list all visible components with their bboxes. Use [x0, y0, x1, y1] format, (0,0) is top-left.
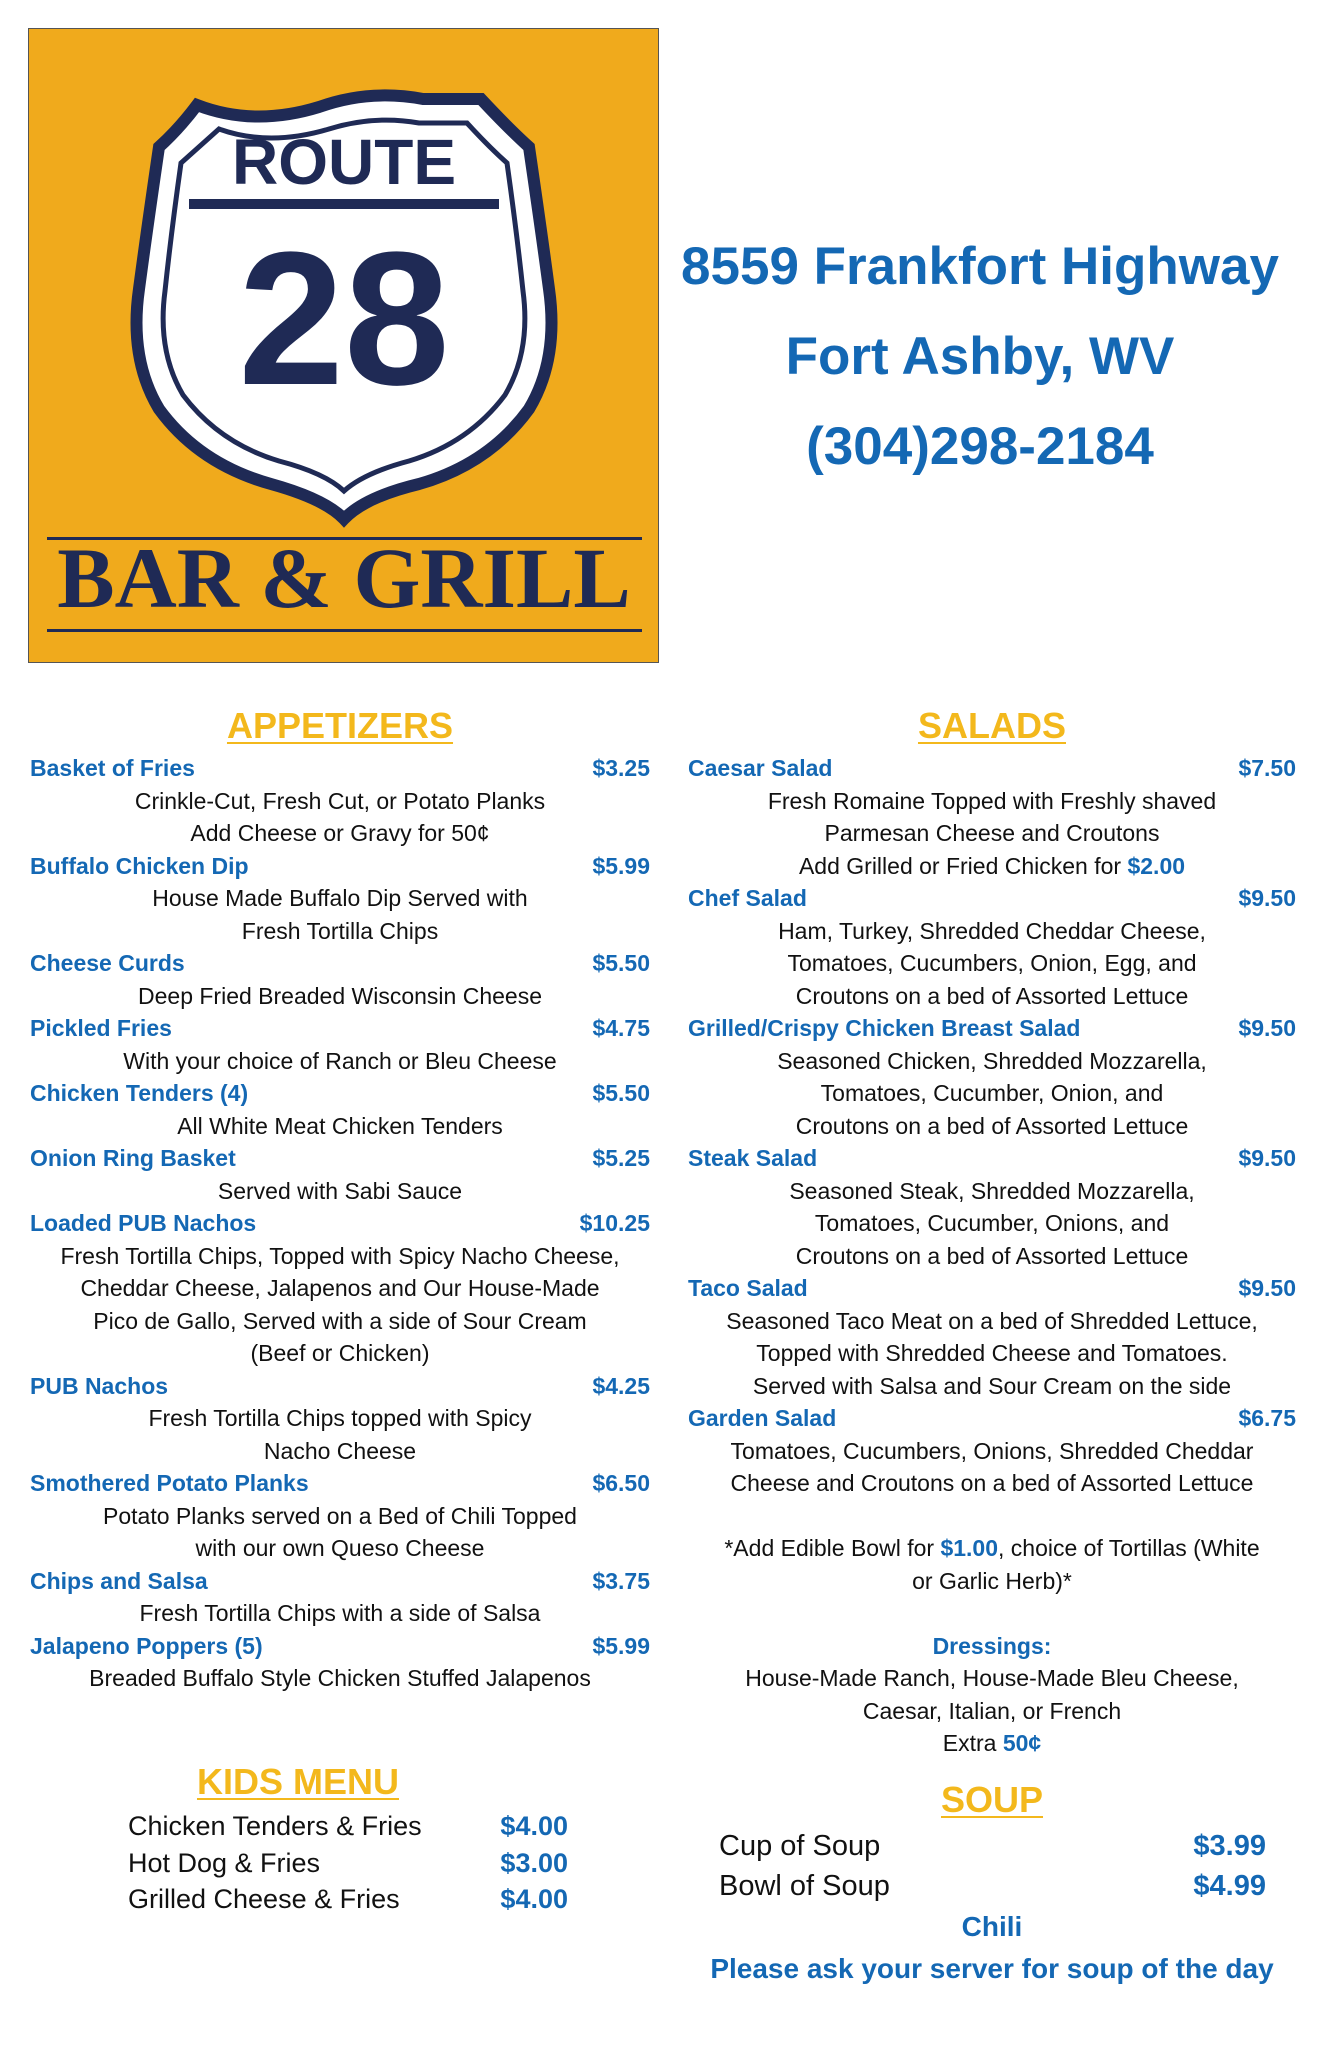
appetizer-item-header [30, 947, 650, 980]
appetizer-item-header [30, 1565, 650, 1598]
salad-description: Tomatoes, Cucumber, Onion, and [820, 1080, 1164, 1106]
appetizer-name: Basket of Fries [30, 755, 195, 781]
appetizer-price: $6.50 [592, 1470, 650, 1496]
kids-menu-section [128, 1756, 568, 1918]
appetizer-item-header [30, 1077, 650, 1110]
appetizer-description: Fresh Tortilla Chips [241, 917, 439, 944]
salad-description: Tomatoes, Cucumber, Onions, and [814, 1210, 1170, 1236]
salad-name: Chef Salad [688, 885, 807, 911]
appetizers-title: APPETIZERS [226, 705, 454, 746]
appetizer-price: $5.25 [592, 1145, 650, 1171]
appetizer-description: Fresh Tortilla Chips, Topped with Spicy Nacho Cheese, [60, 1242, 620, 1269]
salad-addon-price: $2.00 [1127, 852, 1186, 879]
salad-description: Seasoned Steak, Shredded Mozzarella, [789, 1177, 1195, 1204]
appetizer-price: $3.75 [592, 1567, 650, 1594]
logo [28, 28, 659, 663]
dressings-line1: House-Made Ranch, House-Made Bleu Cheese, [745, 1665, 1239, 1691]
appetizer-description: (Beef or Chicken) [250, 1340, 430, 1366]
soup-title: SOUP [940, 1779, 1044, 1820]
kids-item-name: Grilled Cheese & Fries [128, 1884, 400, 1914]
city-state: Fort Ashby, WV [785, 327, 1175, 386]
kids-menu-title: KIDS MENU [196, 1761, 399, 1802]
soup-item [688, 1866, 1296, 1906]
soup-item [688, 1826, 1296, 1866]
kids-item-name: Chicken Tenders & Fries [128, 1811, 422, 1841]
salad-description: Croutons on a bed of Assorted Lettuce [795, 982, 1189, 1009]
bowl-note-text-2: , choice of Tortillas (White [998, 1535, 1260, 1561]
salad-description: Cheese and Croutons on a bed of Assorted Lettuce [730, 1470, 1254, 1496]
kids-menu-list [128, 1808, 568, 1918]
salads-list [688, 752, 1296, 1500]
dressings-extra-price: 50¢ [1002, 1730, 1042, 1756]
appetizer-name: Chips and Salsa [30, 1567, 208, 1594]
soup-item-price: $3.99 [1193, 1830, 1266, 1862]
salad-price: $9.50 [1238, 885, 1296, 911]
appetizer-description: with our own Queso Cheese [195, 1535, 485, 1561]
kids-menu-item [128, 1881, 568, 1918]
salad-description: Parmesan Cheese and Croutons [824, 820, 1160, 846]
street-address: 8559 Frankfort Highway [681, 237, 1279, 296]
appetizer-item-header [30, 1630, 650, 1663]
salad-price: $9.50 [1238, 1015, 1296, 1041]
appetizers-section [30, 700, 650, 1695]
salad-description: Tomatoes, Cucumbers, Onion, Egg, and [787, 950, 1197, 976]
appetizer-description: Potato Planks served on a Bed of Chili Topped [103, 1502, 577, 1529]
appetizer-description: House Made Buffalo Dip Served with [152, 885, 528, 911]
appetizer-description: Cheddar Cheese, Jalapenos and Our House-Made [80, 1275, 600, 1301]
appetizer-price: $5.99 [592, 852, 650, 879]
appetizer-price: $10.25 [579, 1210, 650, 1236]
salad-name: Taco Salad [688, 1275, 808, 1301]
appetizer-description: Served with Sabi Sauce [217, 1177, 463, 1204]
salad-description: Croutons on a bed of Assorted Lettuce [795, 1242, 1189, 1269]
appetizer-price: $4.25 [592, 1372, 650, 1399]
bowl-note-price: $1.00 [940, 1535, 998, 1561]
salad-price: $9.50 [1238, 1145, 1296, 1171]
appetizer-item-header [30, 1012, 650, 1045]
appetizer-name: Smothered Potato Planks [30, 1470, 309, 1496]
appetizer-item-header [30, 850, 650, 883]
appetizer-item-header [30, 1142, 650, 1175]
appetizer-name: Pickled Fries [30, 1015, 172, 1041]
kids-item-price: $3.00 [500, 1847, 568, 1878]
soup-item-price: $4.99 [1193, 1870, 1266, 1902]
appetizer-name: PUB Nachos [30, 1372, 169, 1399]
salad-item-header [688, 752, 1296, 785]
salad-description: Croutons on a bed of Assorted Lettuce [795, 1112, 1189, 1139]
dressings-line2: Caesar, Italian, or French [862, 1697, 1122, 1724]
address-block [660, 222, 1300, 492]
soup-section [688, 1774, 1296, 1990]
appetizer-price: $5.99 [592, 1632, 650, 1659]
appetizer-description: Breaded Buffalo Style Chicken Stuffed Jalapenos [89, 1665, 591, 1691]
edible-bowl-note [688, 1532, 1296, 1565]
appetizer-price: $5.50 [592, 1080, 650, 1106]
appetizer-description: Nacho Cheese [263, 1437, 417, 1464]
shield-divider [189, 199, 499, 209]
appetizer-item-header [30, 752, 650, 785]
appetizer-name: Loaded PUB Nachos [30, 1210, 257, 1236]
salads-title: SALADS [917, 705, 1066, 746]
salad-description: Served with Salsa and Sour Cream on the side [752, 1372, 1232, 1399]
kids-menu-item [128, 1808, 568, 1845]
salad-description: Seasoned Taco Meat on a bed of Shredded Lettuce, [726, 1307, 1258, 1334]
salad-name: Garden Salad [688, 1405, 837, 1431]
salad-name: Steak Salad [688, 1145, 818, 1171]
appetizers-list [30, 752, 650, 1695]
salad-description: Ham, Turkey, Shredded Cheddar Cheese, [778, 917, 1206, 944]
appetizer-name: Onion Ring Basket [30, 1145, 236, 1171]
salad-item-header [688, 1272, 1296, 1305]
chili-label: Chili [961, 1911, 1023, 1942]
kids-menu-item [128, 1845, 568, 1882]
appetizer-description: Deep Fried Breaded Wisconsin Cheese [138, 982, 542, 1009]
appetizer-price: $5.50 [592, 950, 650, 976]
bowl-note-text: *Add Edible Bowl for [724, 1535, 941, 1561]
appetizer-description: Add Cheese or Gravy for 50¢ [190, 820, 490, 846]
salad-addon [688, 850, 1296, 883]
salad-description: Fresh Romaine Topped with Freshly shaved [767, 787, 1217, 814]
appetizer-name: Chicken Tenders (4) [30, 1080, 249, 1106]
wordmark: BAR & GRILL [57, 530, 631, 626]
appetizer-item-header [30, 1207, 650, 1240]
soup-of-day-note: Please ask your server for soup of the day [710, 1953, 1274, 1984]
wordmark-rule-bottom [47, 629, 642, 632]
appetizer-name: Buffalo Chicken Dip [30, 852, 249, 879]
salad-item-header [688, 1402, 1296, 1435]
salad-item-header [688, 1012, 1296, 1045]
bowl-note-line2: or Garlic Herb)* [912, 1567, 1072, 1594]
route-shield-logo [29, 29, 660, 664]
appetizer-price: $3.25 [592, 755, 650, 781]
dressings-extra-text: Extra [942, 1730, 1003, 1756]
dressings-title: Dressings: [932, 1632, 1052, 1659]
appetizer-description: All White Meat Chicken Tenders [177, 1112, 503, 1139]
appetizer-item-header [30, 1467, 650, 1500]
soup-item-name: Cup of Soup [719, 1830, 881, 1862]
salad-price: $7.50 [1238, 755, 1296, 781]
salad-item-header [688, 882, 1296, 915]
phone-number: (304)298-2184 [806, 417, 1154, 476]
appetizer-price: $4.75 [592, 1015, 650, 1041]
appetizer-name: Cheese Curds [30, 950, 185, 976]
dressings-extra [688, 1727, 1296, 1760]
appetizer-description: Fresh Tortilla Chips with a side of Salsa [139, 1600, 541, 1626]
salad-addon-text: Add Grilled or Fried Chicken for [798, 852, 1128, 879]
salad-price: $6.75 [1238, 1405, 1296, 1431]
appetizer-description: Pico de Gallo, Served with a side of Sour Cream [93, 1307, 587, 1334]
appetizer-description: Fresh Tortilla Chips topped with Spicy [148, 1405, 532, 1431]
appetizer-description: Crinkle-Cut, Fresh Cut, or Potato Planks [134, 787, 546, 814]
salad-description: Topped with Shredded Cheese and Tomatoes. [756, 1340, 1228, 1366]
kids-item-price: $4.00 [500, 1811, 568, 1841]
appetizer-name: Jalapeno Poppers (5) [30, 1632, 263, 1659]
salad-name: Grilled/Crispy Chicken Breast Salad [688, 1015, 1081, 1041]
salad-item-header [688, 1142, 1296, 1175]
salad-description: Tomatoes, Cucumbers, Onions, Shredded Cheddar [730, 1437, 1254, 1464]
soup-list [688, 1826, 1296, 1906]
salad-price: $9.50 [1238, 1275, 1296, 1301]
salad-description: Seasoned Chicken, Shredded Mozzarella, [777, 1047, 1207, 1074]
kids-item-name: Hot Dog & Fries [128, 1847, 321, 1878]
appetizer-item-header [30, 1370, 650, 1403]
shield-top-text: ROUTE [232, 126, 456, 198]
salads-section [688, 700, 1296, 1760]
soup-item-name: Bowl of Soup [719, 1870, 890, 1902]
shield-number: 28 [238, 213, 450, 425]
salad-name: Caesar Salad [688, 755, 833, 781]
kids-item-price: $4.00 [500, 1884, 568, 1914]
appetizer-description: With your choice of Ranch or Bleu Cheese [123, 1047, 557, 1074]
